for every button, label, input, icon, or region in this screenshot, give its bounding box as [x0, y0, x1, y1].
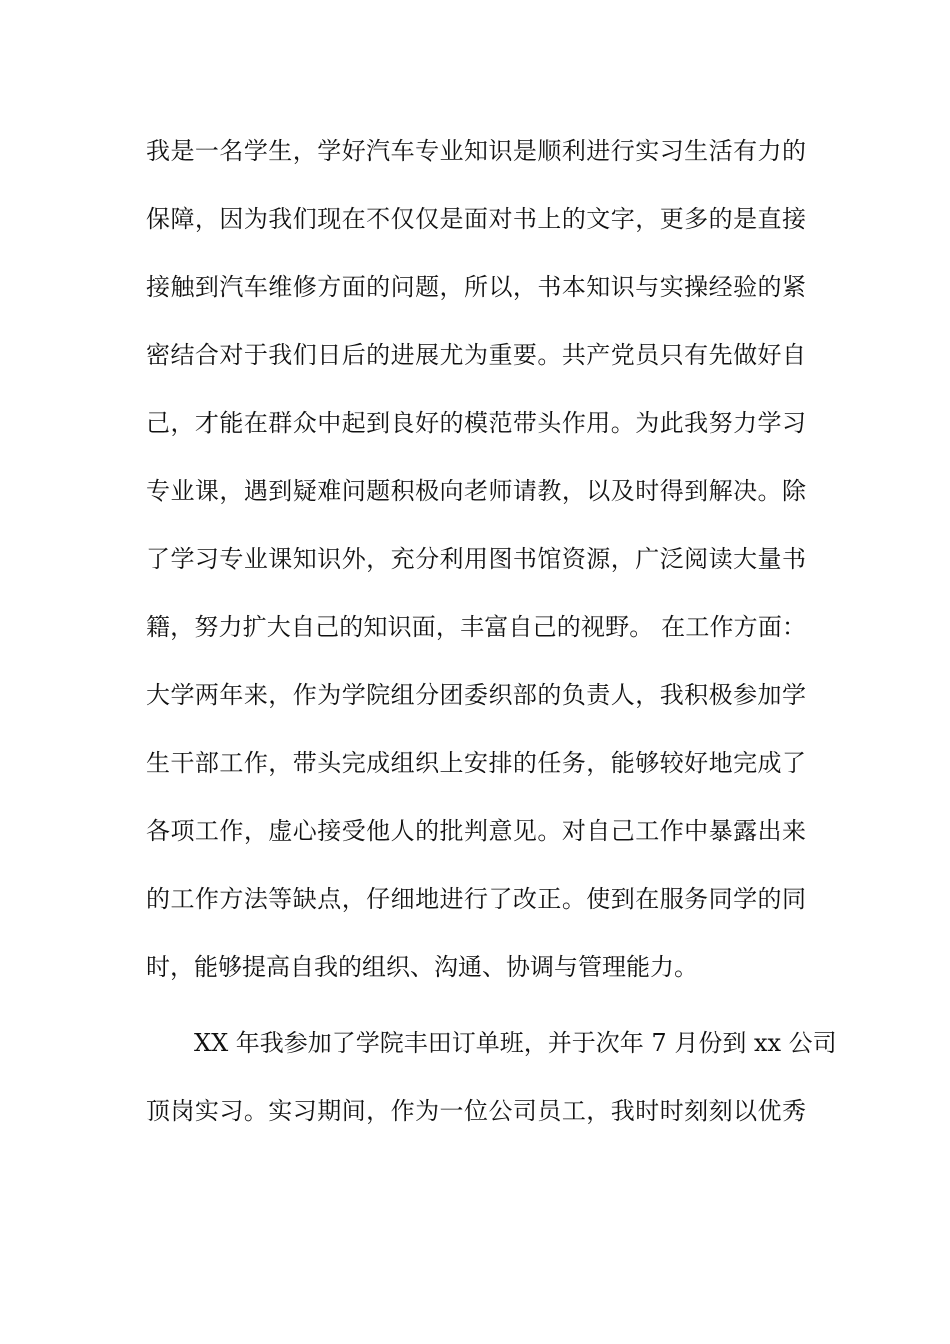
text-line: 我是一名学生，学好汽车专业知识是顺利进行实习生活有力的	[146, 137, 806, 165]
text-line-paragraph-start: XX 年我参加了学院丰田订单班，并于次年 7 月份到 xx 公司	[194, 1029, 837, 1057]
text-line: 顶岗实习。实习期间，作为一位公司员工，我时时刻刻以优秀	[146, 1097, 806, 1125]
text-line: 了学习专业课知识外，充分利用图书馆资源，广泛阅读大量书	[146, 545, 806, 573]
text-line: 籍，努力扩大自己的知识面，丰富自己的视野。 在工作方面：	[146, 613, 806, 641]
text-line: 大学两年来，作为学院组分团委织部的负责人，我积极参加学	[146, 681, 806, 709]
text-line: 的工作方法等缺点，仔细地进行了改正。使到在服务同学的同	[146, 885, 806, 913]
body-text	[146, 130, 837, 1158]
text-line: 专业课，遇到疑难问题积极向老师请教，以及时得到解决。除	[146, 477, 806, 505]
text-line: 各项工作，虚心接受他人的批判意见。对自己工作中暴露出来	[146, 817, 806, 845]
text-line: 密结合对于我们日后的进展尤为重要。共产党员只有先做好自	[146, 341, 806, 369]
text-line: 己，才能在群众中起到良好的模范带头作用。为此我努力学习	[146, 409, 806, 437]
text-line: 接触到汽车维修方面的问题，所以，书本知识与实操经验的紧	[146, 273, 806, 301]
text-line: 保障，因为我们现在不仅仅是面对书上的文字，更多的是直接	[146, 205, 806, 233]
text-line: 生干部工作，带头完成组织上安排的任务，能够较好地完成了	[146, 749, 806, 777]
text-line-paragraph-end: 时，能够提高自我的组织、沟通、协调与管理能力。	[146, 953, 698, 981]
